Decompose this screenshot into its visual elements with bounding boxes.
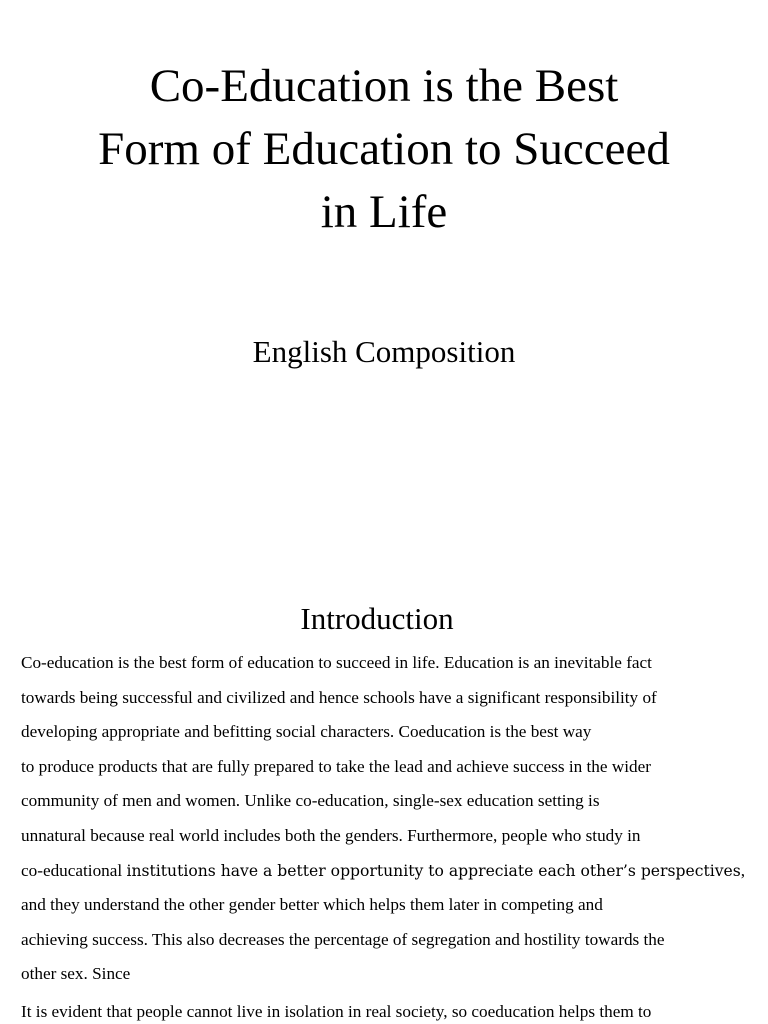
paragraph-line	[21, 854, 751, 889]
paragraph-line: other sex. Since	[21, 964, 131, 984]
paragraph-line: developing appropriate and befitting social characters. Coeducation is the best way	[21, 722, 592, 742]
line-lead-text: co-educational	[21, 860, 127, 880]
paragraph-line: community of men and women. Unlike co-education, single-sex education setting is	[21, 791, 600, 811]
title-line: Co-Education is the Best	[149, 60, 619, 112]
document-subtitle: English Composition	[252, 334, 516, 369]
section-heading-introduction: Introduction	[300, 601, 454, 636]
title-line: Form of Education to Succeed	[98, 123, 670, 175]
paragraph-line: towards being successful and civilized and hence schools have a significant responsibility of	[21, 687, 657, 707]
paragraph-line: achieving success. This also decreases the percentage of segregation and hostility towards the	[21, 929, 665, 949]
paragraph-line: and they understand the other gender better which helps them later in competing and	[21, 895, 603, 915]
title-line: in Life	[320, 186, 448, 238]
second-paragraph-first-line: It is evident that people cannot live in isolation in real society, so coeducation helps them to	[21, 1002, 652, 1021]
line-tail-text: ,	[740, 860, 746, 880]
line-emphasis-text: institutions have a better opportunity to appreciate each other’s perspectives	[126, 861, 741, 880]
paragraph-line: to produce products that are fully prepared to take the lead and achieve success in the wider	[21, 756, 651, 776]
paragraph-line: unnatural because real world includes both the genders. Furthermore, people who study in	[21, 825, 641, 845]
document-title	[0, 55, 768, 244]
paragraph-line: Co-education is the best form of education to succeed in life. Education is an inevitable fact	[21, 653, 652, 672]
introduction-paragraph	[21, 646, 751, 992]
